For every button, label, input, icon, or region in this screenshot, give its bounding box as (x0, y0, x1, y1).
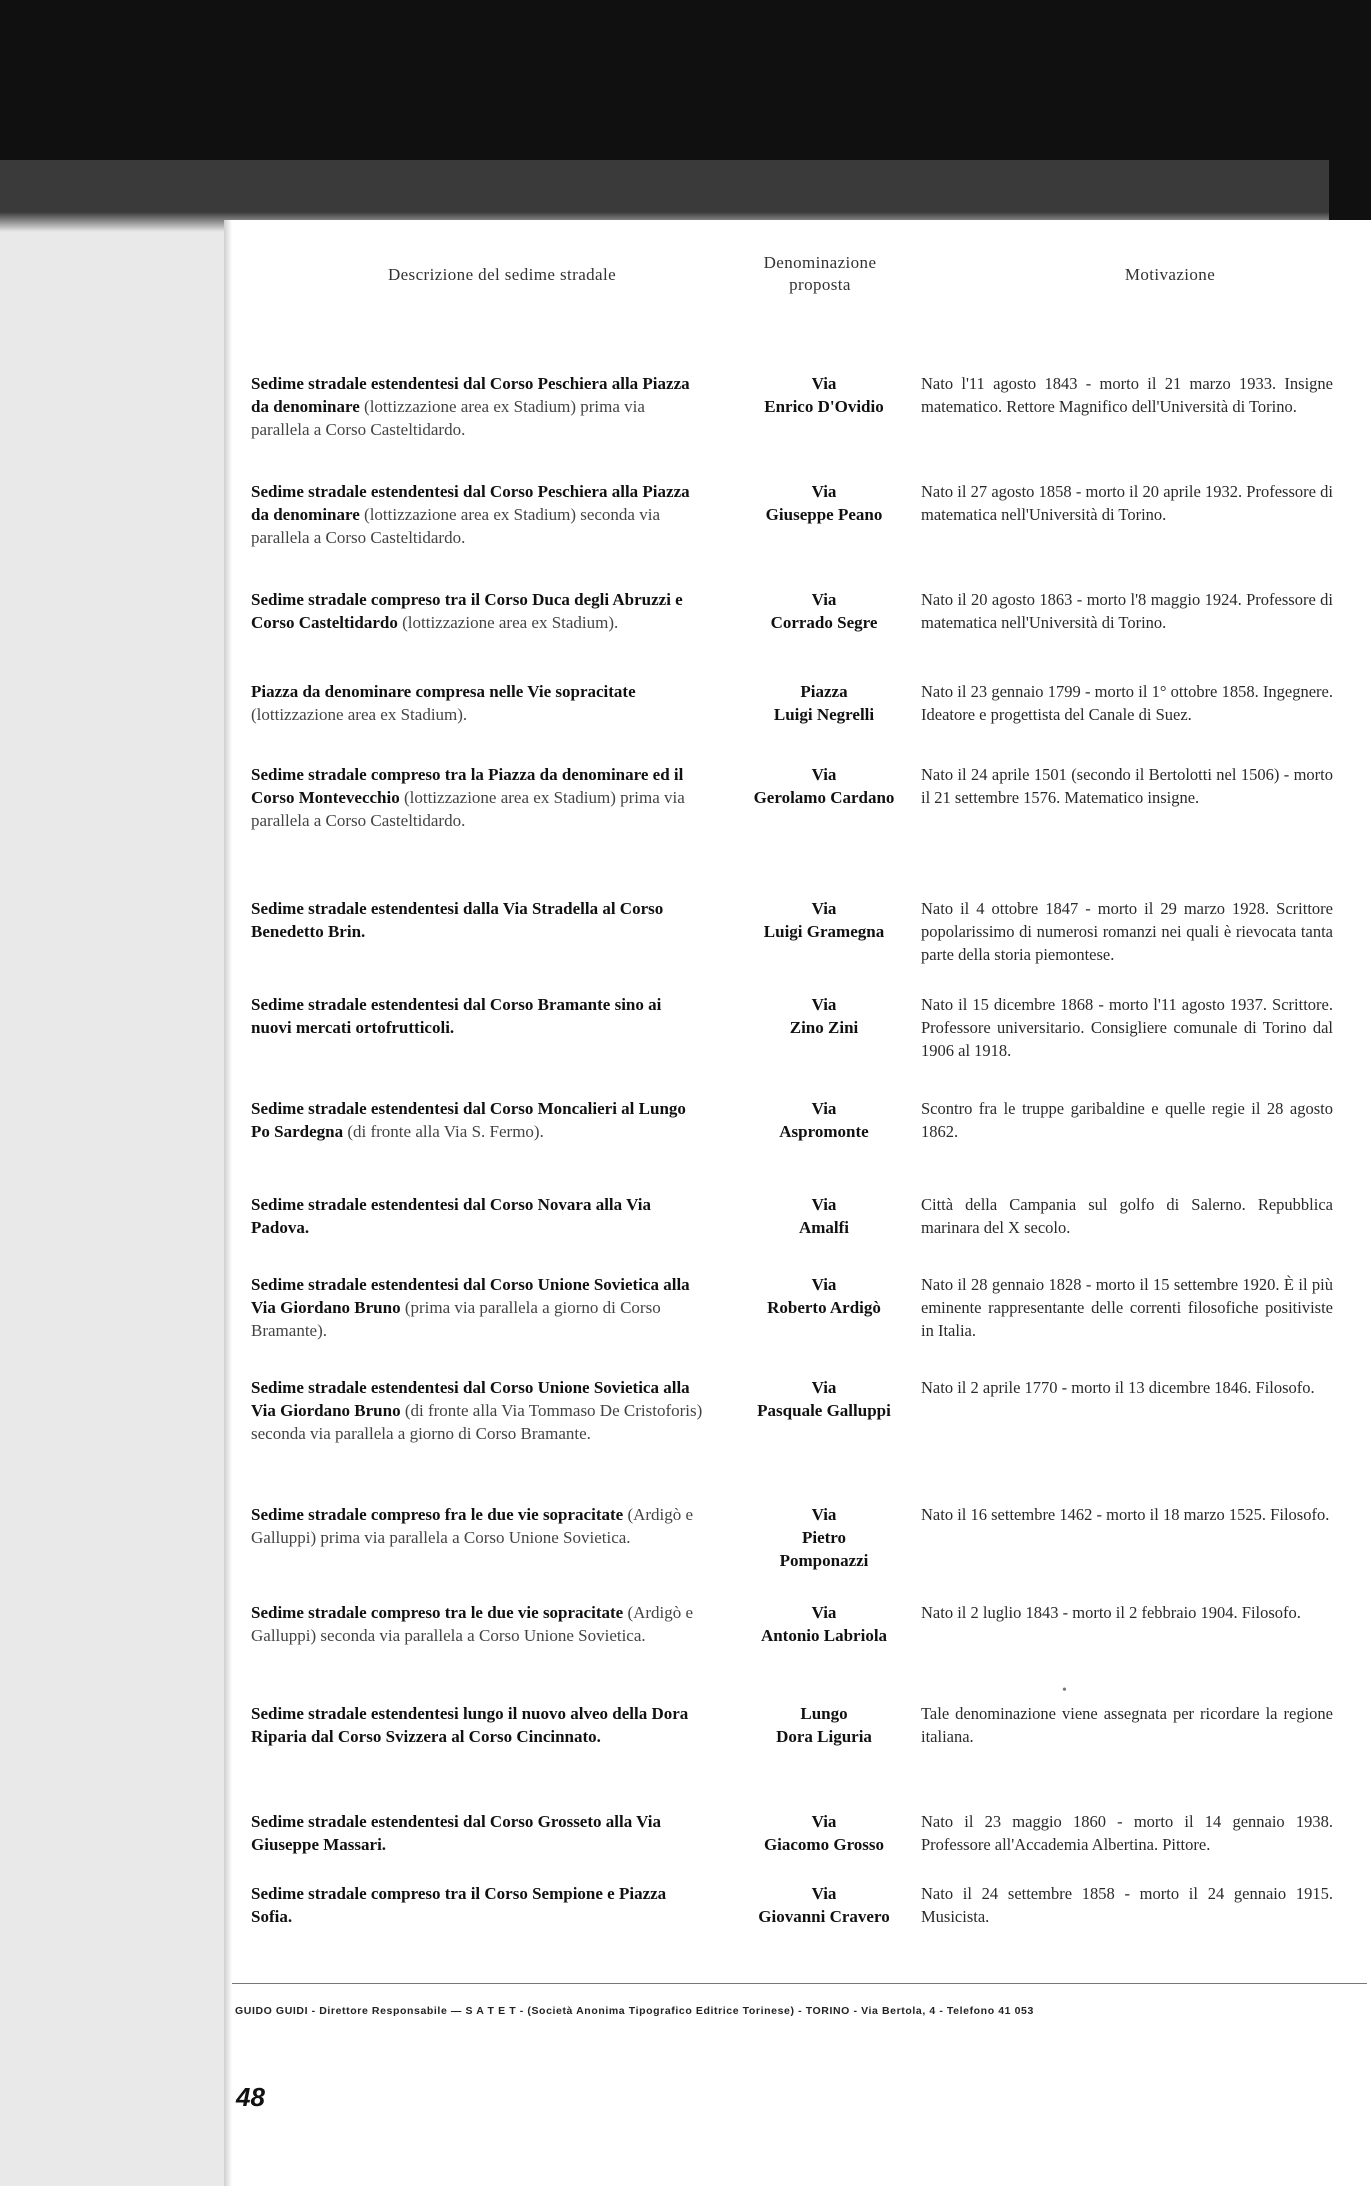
header-denomination-line2: proposta (789, 275, 851, 294)
name-value: Amalfi (798, 1218, 850, 1237)
scan-shadow-band (0, 160, 1371, 220)
footer-imprint: GUIDO GUIDI - Direttore Responsabile — S A T E T - (Società Anonima Tipografico Editrice Torinese) - TORINO - Via Bertola, 4 - Telefono 41 053 (235, 2005, 1034, 2017)
name-type: Via (811, 1603, 837, 1622)
name-value: Pasquale Galluppi (757, 1401, 891, 1420)
street-description (251, 1503, 705, 1549)
proposed-name (715, 1702, 933, 1748)
description-main: Sedime stradale estendentesi dal Corso Peschiera alla Piazza da denominare (251, 482, 690, 524)
proposed-name (715, 1810, 933, 1856)
description-main: Sedime stradale estendentesi dal Corso Grosseto alla Via Giuseppe Massari. (251, 1812, 662, 1854)
description-main: Sedime stradale estendentesi dalla Via Stradella al Corso Benedetto Brin. (251, 899, 664, 941)
name-type: Piazza (800, 682, 848, 701)
proposed-name (715, 897, 933, 943)
proposed-name (715, 480, 933, 526)
header-motivation: Motivazione (1124, 265, 1216, 284)
motivation-text: Nato il 20 agosto 1863 - morto l'8 maggio 1924. Professore di matematica nell'Università di Torino. (921, 590, 1333, 632)
name-type: Via (811, 899, 837, 918)
description-note: (lottizzazione area ex Stadium) seconda via parallela a Corso Casteltidardo. (251, 505, 660, 547)
name-value: Roberto Ardigò (767, 1298, 881, 1317)
name-value: Giovanni Cravero (758, 1907, 890, 1926)
proposed-name (715, 1273, 933, 1319)
motivation-text: Nato il 2 aprile 1770 - morto il 13 dicembre 1846. Filosofo. (921, 1378, 1315, 1397)
name-type: Via (811, 590, 837, 609)
name-type: Via (811, 1505, 837, 1524)
description-main: Sedime stradale estendentesi dal Corso Unione Sovietica alla Via Giordano Bruno (251, 1378, 690, 1420)
name-value: Aspromonte (779, 1122, 869, 1141)
page-number: 48 (236, 2082, 265, 2112)
proposed-name (715, 763, 933, 809)
motivation-text: Tale denominazione viene assegnata per ricordare la regione italiana. (921, 1704, 1333, 1746)
street-description (251, 1882, 705, 1928)
name-value: Enrico D'Ovidio (764, 397, 884, 416)
street-description (251, 1810, 705, 1856)
name-value: Luigi Gramegna (763, 922, 885, 941)
proposed-name (715, 1376, 933, 1422)
name-value: Luigi Negrelli (773, 705, 875, 724)
description-note: (di fronte alla Via Tommaso De Cristoforis) seconda via parallela a giorno di Corso Bramante. (251, 1401, 703, 1443)
proposed-name (715, 372, 933, 418)
description-main: Sedime stradale compreso tra il Corso Sempione e Piazza Sofia. (251, 1884, 667, 1926)
proposed-name (715, 993, 933, 1039)
name-value: Gerolamo Cardano (753, 788, 895, 807)
name-type: Lungo (800, 1704, 848, 1723)
description-note: (lottizzazione area ex Stadium) prima via parallela a Corso Casteltidardo. (251, 788, 685, 830)
street-description (251, 588, 705, 634)
name-type: Via (811, 1812, 837, 1831)
street-description (251, 1601, 705, 1647)
description-main: Sedime stradale compreso tra la Piazza da denominare ed il Corso Montevecchio (251, 765, 684, 807)
name-value: Dora Liguria (776, 1727, 872, 1746)
street-description (251, 1376, 705, 1445)
description-main: Sedime stradale estendentesi dal Corso Unione Sovietica alla Via Giordano Bruno (251, 1275, 690, 1317)
motivation-text: Scontro fra le truppe garibaldine e quelle regie il 28 agosto 1862. (921, 1099, 1333, 1141)
description-note: (lottizzazione area ex Stadium). (251, 705, 468, 724)
street-description (251, 1702, 705, 1748)
description-note: (Ardigò e Galluppi) seconda via parallela a Corso Unione Sovietica. (251, 1603, 694, 1645)
name-value: Giuseppe Peano (765, 505, 883, 524)
name-value: Corrado Segre (770, 613, 878, 632)
description-note: (prima via parallela a giorno di Corso Bramante). (251, 1298, 661, 1340)
name-type: Via (811, 482, 837, 501)
proposed-name (715, 680, 933, 726)
header-denomination (720, 252, 920, 296)
street-description (251, 1097, 705, 1143)
name-type: Via (811, 1195, 837, 1214)
motivation-text: Città della Campania sul golfo di Salerno. Repubblica marinara del X secolo. (921, 1195, 1333, 1237)
proposed-name (715, 1503, 933, 1572)
name-type: Via (811, 1275, 837, 1294)
motivation-text: Nato il 16 settembre 1462 - morto il 18 marzo 1525. Filosofo. (921, 1505, 1330, 1524)
footer-rule (232, 1983, 1367, 1984)
proposed-name (715, 588, 933, 634)
motivation-text: Nato il 23 maggio 1860 - morto il 14 gennaio 1938. Professore all'Accademia Albertina. Pittore. (921, 1812, 1333, 1854)
description-main: Piazza da denominare compresa nelle Vie sopracitate (251, 682, 636, 701)
description-main: Sedime stradale estendentesi dal Corso Peschiera alla Piazza da denominare (251, 374, 690, 416)
description-note: (lottizzazione area ex Stadium) prima via parallela a Corso Casteltidardo. (251, 397, 645, 439)
proposed-name (715, 1882, 933, 1928)
page-edge (224, 220, 232, 2186)
street-description (251, 372, 705, 441)
proposed-name (715, 1193, 933, 1239)
motivation-text: Nato il 2 luglio 1843 - morto il 2 febbraio 1904. Filosofo. (921, 1603, 1301, 1622)
description-main: Sedime stradale estendentesi dal Corso Novara alla Via Padova. (251, 1195, 651, 1237)
motivation-text: Nato il 15 dicembre 1868 - morto l'11 agosto 1937. Scrittore. Professore universitario. Consigliere comunale di Torino dal 1906 al 1918. (921, 995, 1333, 1060)
street-description (251, 480, 705, 549)
street-description (251, 1193, 705, 1239)
scan-top-border (0, 0, 1371, 160)
description-main: Sedime stradale compreso fra le due vie sopracitate (251, 1505, 624, 1524)
description-main: Sedime stradale estendentesi lungo il nuovo alveo della Dora Riparia dal Corso Svizzera al Corso Cincinnato. (251, 1704, 689, 1746)
separator-bullet: • (1062, 1683, 1067, 1698)
header-description: Descrizione del sedime stradale (387, 265, 617, 284)
street-description (251, 993, 705, 1039)
header-denomination-line1: Denominazione (763, 253, 877, 272)
name-value-continued: Pomponazzi (779, 1551, 869, 1570)
description-main: Sedime stradale estendentesi dal Corso Moncalieri al Lungo Po Sardegna (251, 1099, 686, 1141)
name-type: Via (811, 1099, 837, 1118)
name-value: Antonio Labriola (760, 1626, 888, 1645)
motivation-text: Nato l'11 agosto 1843 - morto il 21 marzo 1933. Insigne matematico. Rettore Magnifico dell'Università di Torino. (921, 374, 1333, 416)
name-type: Via (811, 1884, 837, 1903)
name-type: Via (811, 765, 837, 784)
proposed-name (715, 1097, 933, 1143)
motivation-text: Nato il 4 ottobre 1847 - morto il 29 marzo 1928. Scrittore popolarissimo di numerosi romanzi nei quali è rievocata tanta parte della storia piemontese. (921, 899, 1333, 964)
description-main: Sedime stradale compreso tra il Corso Duca degli Abruzzi e Corso Casteltidardo (251, 590, 683, 632)
description-note: (Ardigò e Galluppi) prima via parallela a Corso Unione Sovietica. (251, 1505, 694, 1547)
street-description (251, 897, 705, 943)
description-main: Sedime stradale estendentesi dal Corso Bramante sino ai nuovi mercati ortofrutticoli. (251, 995, 662, 1037)
motivation-text: Nato il 24 aprile 1501 (secondo il Bertolotti nel 1506) - morto il 21 settembre 1576. Matematico insigne. (921, 765, 1333, 807)
name-type: Via (811, 995, 837, 1014)
name-value: Giacomo Grosso (763, 1835, 885, 1854)
motivation-text: Nato il 27 agosto 1858 - morto il 20 aprile 1932. Professore di matematica nell'Università di Torino. (921, 482, 1333, 524)
street-description (251, 1273, 705, 1342)
description-note: (lottizzazione area ex Stadium). (402, 613, 619, 632)
description-note: (di fronte alla Via S. Fermo). (347, 1122, 544, 1141)
name-value: Zino Zini (789, 1018, 859, 1037)
motivation-text: Nato il 23 gennaio 1799 - morto il 1° ottobre 1858. Ingegnere. Ideatore e progettista del Canale di Suez. (921, 682, 1333, 724)
name-type: Via (811, 374, 837, 393)
name-value: Pietro (801, 1528, 847, 1547)
description-main: Sedime stradale compreso tra le due vie sopracitate (251, 1603, 624, 1622)
motivation-text: Nato il 28 gennaio 1828 - morto il 15 settembre 1920. È il più eminente rappresentante delle correnti filosofiche positiviste in Italia. (921, 1275, 1333, 1340)
proposed-name (715, 1601, 933, 1647)
motivation-text: Nato il 24 settembre 1858 - morto il 24 gennaio 1915. Musicista. (921, 1884, 1333, 1926)
street-description (251, 763, 705, 832)
name-type: Via (811, 1378, 837, 1397)
street-description (251, 680, 705, 726)
